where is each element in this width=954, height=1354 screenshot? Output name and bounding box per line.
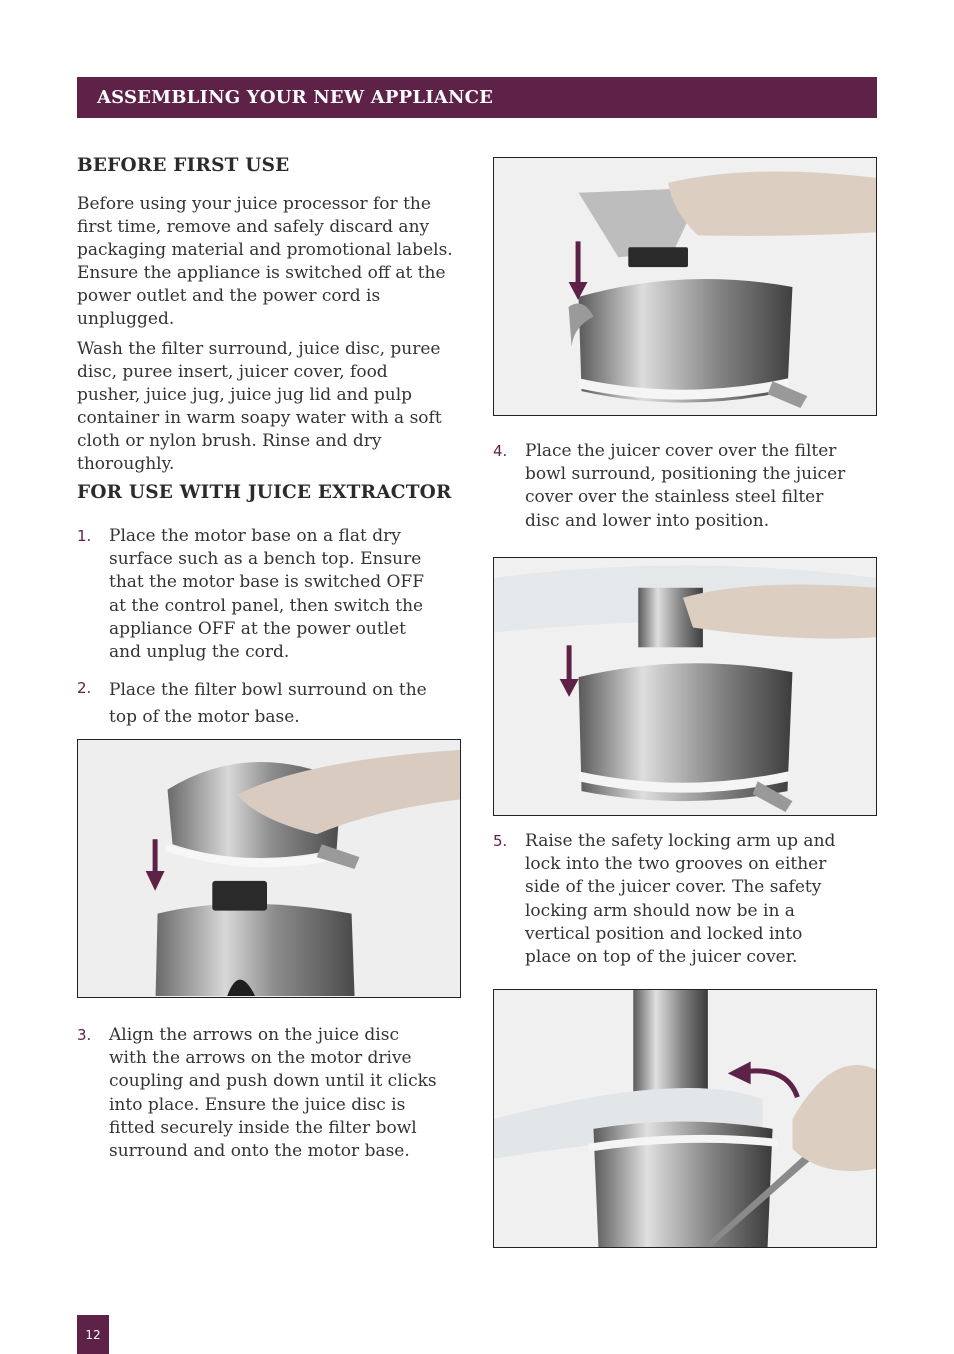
step-2 — [77, 677, 427, 731]
step-text: Place the filter bowl surround on the top of the motor base. — [109, 680, 427, 727]
step-1 — [77, 525, 437, 664]
before-first-use-heading: BEFORE FIRST USE — [77, 155, 290, 176]
juice-extractor-heading: FOR USE WITH JUICE EXTRACTOR — [77, 482, 452, 503]
step-text: Place the juicer cover over the filter bowl surround, positioning the juicer cover over the stainless steel filter disc and lower into position. — [525, 441, 846, 531]
step-text: Raise the safety locking arm up and lock into the two grooves on either side of the juicer cover. The safety locking arm should now be in a vertical position and locked into place on top of the juicer cover. — [525, 831, 836, 968]
step-4 — [493, 440, 853, 533]
section-title: ASSEMBLING YOUR NEW APPLIANCE — [97, 87, 494, 108]
page-number: 12 — [77, 1315, 109, 1354]
photo-filter-bowl-placement — [77, 739, 461, 998]
section-banner — [77, 77, 877, 118]
step-number: 3. — [77, 1026, 92, 1044]
step-number: 2. — [77, 679, 92, 697]
photo-juice-disc-placement — [493, 157, 877, 416]
photo-safety-locking-arm — [493, 989, 877, 1248]
before-first-use-paragraph-2: Wash the filter surround, juice disc, puree disc, puree insert, juicer cover, food pusher, juice jug, juice jug lid and pulp container in warm soapy water with a soft cloth or nylon brush. Rinse and dry thoroughly. — [77, 339, 442, 474]
step-text: Place the motor base on a flat dry surface such as a bench top. Ensure that the motor base is switched OFF at the control panel, then switch the appliance OFF at the power outlet and unplug the cord. — [109, 526, 425, 663]
step-number: 1. — [77, 527, 92, 545]
step-5 — [493, 830, 853, 969]
step-text: Align the arrows on the juice disc with the arrows on the motor drive coupling and push down until it clicks into place. Ensure the juice disc is fitted securely inside the filter bowl surround and onto the motor base. — [109, 1025, 437, 1162]
before-first-use-paragraph-1: Before using your juice processor for the first time, remove and safely discard any packaging material and promotional labels. Ensure the appliance is switched off at the power outlet and the power cord is unplugged. — [77, 194, 453, 329]
photo-juicer-cover-placement — [493, 557, 877, 816]
step-3 — [77, 1024, 437, 1163]
step-number: 4. — [493, 442, 508, 460]
step-number: 5. — [493, 832, 508, 850]
